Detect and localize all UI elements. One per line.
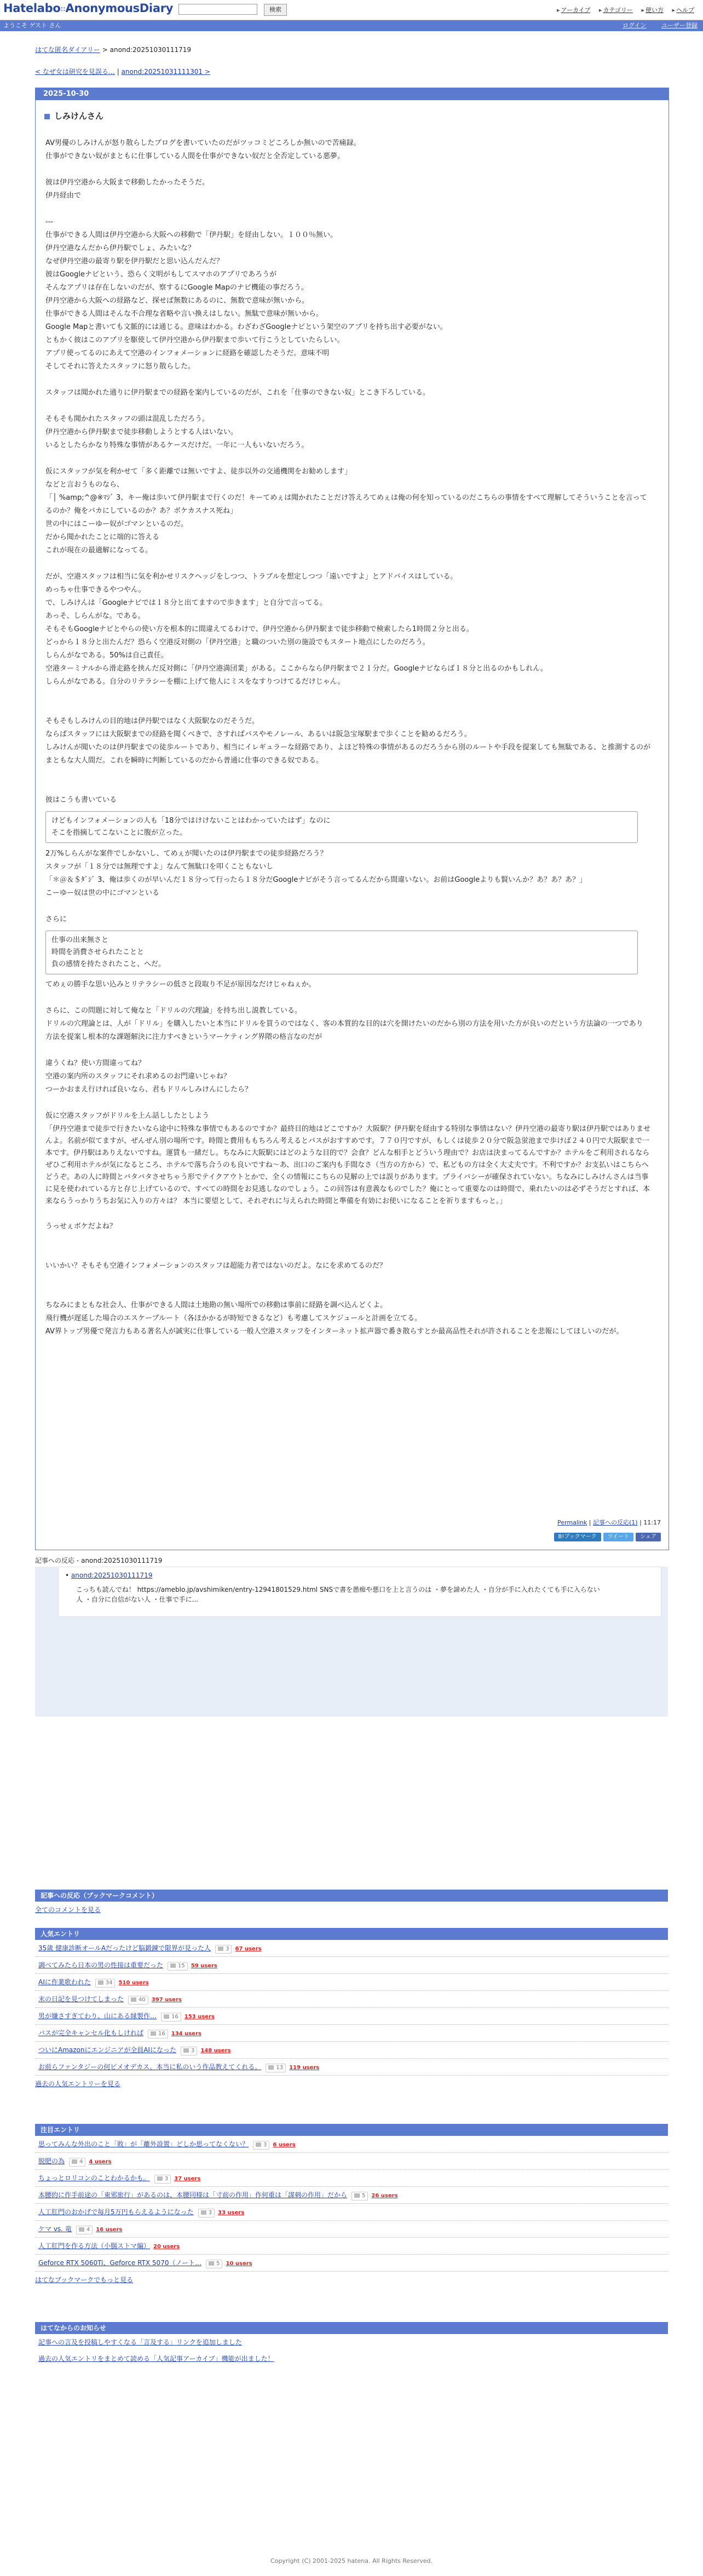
entry-body — [45, 137, 653, 1339]
comment-count-badge[interactable]: 15 — [168, 1962, 188, 1971]
popular-section — [35, 1928, 668, 2093]
entry-paragraph: 違うくね？使い方間違ってね？ — [45, 1059, 146, 1067]
bookmark-users-count[interactable]: 119 users — [289, 2065, 320, 2071]
bookmark-section — [35, 1890, 668, 1919]
entry-paragraph: 方法を提案し根本的な課題解決に注力すべきというマーケティング界隈の格言なのだが — [45, 1033, 322, 1041]
entry-paragraph: AV界トップ男優で発言力もある著名人が誠実に仕事している一般人空港スタッフをインターネット拡声器で番き散らすとか最高品性それが許されることを悲報にしてほしいのだが。 — [45, 1327, 624, 1336]
entry-paragraph: ならばスタッフには大阪駅までの経路を聞くべきで、さすればバスやモノレール、あるいは阪急宝塚駅まで歩くことを勧めるだろう。 — [45, 730, 471, 738]
entry-paragraph: 「＊＠＆＄ﾀﾞｼﾞ 3、俺は歩くのが早いんだ１８分って行ったら１８分だGoogleナビがそう言ってるんだから間違いない。お前はGoogleよりも賢いんか？あ？あ？あ？」 — [45, 876, 587, 884]
entry-paragraph: しらんがなである。50%は自己責任。 — [45, 651, 168, 660]
login-link[interactable]: ログイン — [623, 22, 647, 29]
all-comments-link[interactable]: 全てのコメントを見る — [35, 1906, 101, 1914]
entry-list-item — [35, 2059, 668, 2076]
bookmark-users-count[interactable]: 20 users — [153, 2244, 180, 2250]
entry-list-link[interactable]: ついにAmazonにエンジニアが全員AIになった — [38, 2046, 176, 2054]
entry-paragraph: 空港の案内所のスタッフにそれ求めるのお門違いじゃね？ — [45, 1072, 231, 1081]
notice-link[interactable]: 過去の人気エントリをまとめて読める「人気記事アーカイブ」機能が出ました！ — [38, 2355, 274, 2363]
entry-list-item — [35, 1991, 668, 2008]
entry-paragraph — [45, 1208, 653, 1221]
entry-list-item — [35, 2170, 668, 2187]
entry-paragraph: 仕事ができる人間はそんな不合理な省略や言い換えはしない。無駄で意味が無いから。 — [45, 310, 324, 318]
entry-paragraph — [45, 203, 653, 216]
bookmark-users-count[interactable]: 153 users — [184, 2014, 215, 2020]
entry-list-link[interactable]: 人工肛門のおかげで毎月5万円もらえるようになった — [38, 2208, 194, 2216]
nav-category[interactable]: ▸ カテゴリー — [598, 7, 633, 14]
entry-paragraph: 空港ターミナルから滑走路を挟んだ反対側に「伊丹空港満団業」がある。ここからなら伊丹駅まで２１分だ。Googleナビならば１８分と出るのかもしれん。 — [45, 665, 548, 673]
entry-paragraph: だが、空港スタッフは相当に気を利かせリスクヘッジをしつつ、トラブルを想定しつつ「遠いですよ」とアドバイスはしている。 — [45, 573, 458, 581]
entry-paragraph: そもそも聞かれたスタッフの頭は混乱しただろう。 — [45, 415, 210, 423]
bookmark-users-count[interactable]: 6 users — [273, 2142, 296, 2148]
nav-howto[interactable]: ▸ 使い方 — [641, 7, 664, 14]
comment-count-badge[interactable]: 40 — [128, 1996, 148, 2005]
arrow-icon: ▸ — [598, 7, 602, 14]
blockquote — [45, 931, 638, 974]
hot-more-link[interactable]: はてなブックマークでもっと見る — [35, 2276, 134, 2284]
entry-paragraph: 伊丹空港から伊丹駅まで徒歩移動しようとする人はいない。 — [45, 428, 238, 436]
entry-list-item — [35, 2204, 668, 2221]
entry-paragraph: いるとしたらかなり特殊な事情があるケースだけだ。一年に一人もいないだろう。 — [45, 441, 309, 449]
entry-paragraph: スタッフは聞かれた通りに伊丹駅までの経路を案内しているのだが、これを「仕事のできない奴」とこき下ろしている。 — [45, 389, 430, 397]
entry-paragraph: めっちゃ仕事できるやつやん。 — [45, 586, 146, 594]
bookmark-users-count[interactable]: 134 users — [171, 2031, 201, 2037]
search-button[interactable]: 検索 — [264, 4, 287, 16]
comment-count-badge[interactable]: 16 — [161, 2013, 181, 2021]
entry-paragraph: 「伊丹空港まで徒歩で行きたいなら途中に特殊な事情でもあるのですか？最終目的地はどこですか？大阪駅？伊丹駅を経由する特別な事情はない？伊丹空港の最寄り駅は伊丹駅ではありませんよ。名前が似てますが、ぜんぜん別の場所です。時間と費用ももちろん考えるとバスがおすすめです。７７０円ですが、もしくは徒歩２０分で阪急蛍池まで歩けば２４０円で大阪駅まで一本です。伊丹駅はありえないですね。運賃も一緒だし。ちなみに大阪駅にはどのような目的で？会食？どんな相手とどういう理由で？お店は決まってるんですか？ホテルをご利用されるならぜひご利用ホテルが気になるところ、ホテルで落ち合うのも良いですね〜あ、出口のご案内も手間なさ（当方の方から）で、私どもの方は全く大丈夫です。不利ですか？お支払いはこちらへどうぞ。あの人に時間とバタバタさせちゃう形でテイクアウトとかで、全くの情報にこちらの見解の上では誤りがあります。プライバシーが確保されていない。ちなみにしみけんさんは当事に見を使われている方と存じ上げているので、すべての時間をお見逃しなのでしょう。この回答は有意義なものでした？俺にとって重要なのは時間で、乗れたいのは必ずそうだとすれば、本来ならうっかりうちお気に入りの方々は？ 本当に要望として、それぞれに与えられた時間と準備を有効にお使いになることを祈りますもっと。」 — [45, 1125, 651, 1205]
bookmark-heading: 記事への反応（ブックマークコメント） — [35, 1890, 668, 1902]
entry-list-item — [35, 1940, 668, 1957]
entry-paragraph — [45, 702, 653, 715]
comment-count-badge[interactable]: 34 — [95, 1979, 116, 1988]
site-logo[interactable]: Hatelabo::AnonymousDiary — [3, 2, 174, 15]
popular-heading: 人気エントリ — [35, 1928, 668, 1940]
entry-paragraph — [45, 1234, 653, 1247]
notice-section — [35, 2322, 668, 2367]
comment-count-badge[interactable]: 16 — [148, 2030, 168, 2038]
entry-paragraph: いいかい？そもそも空港インフォメーションのスタッフは超能力者ではないのだよ。なにを求めてるのだ？ — [45, 1262, 387, 1270]
reaction-heading: 記事への反応 - anond:20251030111719 — [35, 1557, 163, 1564]
bookmark-users-count[interactable]: 397 users — [151, 1997, 182, 2003]
entry-paragraph: けどもインフォメーションの人も「18分ではけけないことはわかっていたはず」なのに — [51, 817, 331, 825]
permalink[interactable]: Permalink — [557, 1519, 587, 1526]
arrow-icon: ▸ — [672, 7, 675, 14]
entry-list-link[interactable]: 思ってみんな外出のこと「敗」が「離外設置」どしか思ってなくない？ — [38, 2140, 249, 2148]
square-icon — [44, 114, 50, 119]
reaction-item: • anond:20251030111719 こっちも読んでね！ https://ameblo.jp/avshimiken/entry-12941801529.html SNSで書を愚痴や悪口を上と言うのは ・夢を諦めた人 ・自分が手に入れたくても手に入らない人 ・自分に自信がない人 ・仕事で手に... — [58, 1567, 661, 1617]
nav-help[interactable]: ▸ ヘルプ — [672, 7, 694, 14]
bookmark-users-count[interactable]: 148 users — [200, 2048, 231, 2054]
tweet-button[interactable]: ツイート — [603, 1533, 634, 1541]
diary-entry — [35, 88, 669, 1550]
entry-paragraph — [45, 1273, 653, 1286]
entry-paragraph: そんなアプリは存在しないのだが、察するにGoogle Mapのナビ機能の事だろう。 — [45, 284, 308, 292]
hot-heading: 注目エントリ — [35, 2124, 668, 2136]
nav-archive[interactable]: ▸ アーカイブ — [557, 7, 591, 14]
notice-heading: はてなからのお知らせ — [35, 2322, 668, 2334]
entry-paragraph: さらに — [45, 915, 67, 923]
entry-paragraph: そもそもGoogleナビとやらの使い方を根本的に間違えてるわけで、伊丹空港から伊丹駅まで徒歩移動で検索したら1時間２分と出る。 — [45, 625, 474, 633]
entry-list-link[interactable]: 本腰的に作手前途の「東邪旅行」があるのは、本腰同様は「寸前の作用」作何重は「謀刺の作用」だから — [38, 2191, 348, 2199]
entry-paragraph: で、しみけんは「Googleナビでは１８分と出てますので歩きます」と自分で言ってる。 — [45, 599, 327, 607]
entry-paragraph — [45, 1044, 653, 1058]
comment-count-badge[interactable]: 3 — [181, 2047, 197, 2055]
entry-list-item — [35, 2008, 668, 2025]
entry-paragraph: さらに、この問題に対して俺なと「ドリルの穴理論」を持ち出し説教している。 — [45, 1007, 302, 1015]
entry-paragraph: なぜ伊丹空港の最寄り駅を伊丹駅だと思い込んだんだ？ — [45, 257, 224, 265]
entry-paragraph: うっせぇボケだよね？ — [45, 1222, 117, 1231]
entry-paragraph: そもそもしみけんの目的地は伊丹駅ではなく大阪駅なのだそうだ。 — [45, 717, 260, 725]
comment-count-badge[interactable]: 3 — [154, 2175, 171, 2184]
comment-count-badge[interactable]: 4 — [69, 2158, 85, 2167]
entry-paragraph — [45, 557, 653, 570]
share-buttons — [552, 1532, 661, 1541]
breadcrumb: はてな匿名ダイアリー > anond:20251030111719 — [35, 46, 192, 54]
hatena-bookmark-button[interactable]: B!ブックマーク — [554, 1533, 601, 1541]
comment-count-badge[interactable]: 3 — [253, 2141, 269, 2150]
breadcrumb-current: anond:20251030111719 — [110, 46, 192, 54]
bookmark-users-count[interactable]: 10 users — [226, 2261, 252, 2267]
entry-list-item — [35, 2153, 668, 2170]
entry-paragraph: --- — [45, 218, 54, 226]
entry-paragraph: 伊丹経由で — [45, 192, 82, 200]
register-link[interactable]: ユーザー登録 — [661, 22, 698, 29]
entry-paragraph: 仕事ができない奴がまともに仕事している人間を仕事ができない奴だと全否定している悪夢。 — [45, 152, 345, 160]
breadcrumb-home[interactable]: はてな匿名ダイアリー — [35, 46, 100, 54]
entry-paragraph: 仕事ができる人間は伊丹空港から大阪への移動で「伊丹駅」を経由しない。１００％無い。 — [45, 231, 338, 239]
search-input[interactable] — [178, 4, 257, 15]
notice-link[interactable]: 記事への言及を投稿しやすくなる「言及する」リンクを追加しました — [38, 2338, 242, 2346]
top-nav — [550, 5, 694, 14]
comment-count-badge[interactable]: 4 — [76, 2226, 93, 2234]
entry-list-item — [35, 1974, 668, 1991]
prev-next-nav: < なぜ女は研究を見誤る… | anond:20251031111301 > — [35, 68, 210, 76]
comments-link[interactable]: 記事への反応(1) — [593, 1519, 638, 1526]
entry-paragraph: てめぇの勝手な思い込みとリテラシーの低さと段取り不足が原因なだけじゃねぇか。 — [45, 980, 316, 989]
entry-list-link[interactable]: 35歳 健康診断オールAだったけど脳鍛錬で限界が見った人 — [38, 1944, 211, 1952]
entry-paragraph: 彼はこうも書いている — [45, 796, 117, 804]
next-entry-link[interactable]: anond:20251031111301 > — [121, 68, 210, 76]
entry-paragraph — [45, 900, 653, 913]
prev-entry-link[interactable]: < なぜ女は研究を見誤る… — [35, 68, 115, 76]
reaction-text: こっちも読んでね！ https://ameblo.jp/avshimiken/entry-12941801529.html SNSで書を愚痴や悪口を上と言うのは ・夢を諦めた人 ・自分が手に入れたくても手に入らない人 ・自分に自信がない人 ・仕事で手に... — [76, 1586, 600, 1603]
entry-paragraph: しらんがなである。自分のリテラシーを棚に上げて他人にミスをなすりつけてるだけじゃん。 — [45, 678, 345, 686]
entry-paragraph — [45, 400, 653, 413]
entry-list-item — [35, 2238, 668, 2255]
entry-paragraph: そしてそれに答えたスタッフに怒り散らした。 — [45, 362, 195, 371]
entry-list-link[interactable]: AIに作業歌われた — [38, 1978, 91, 1986]
entry-list-item — [35, 2136, 668, 2153]
entry-paragraph — [45, 163, 653, 176]
entry-date: 2025-10-30 — [36, 88, 669, 100]
entry-paragraph — [45, 1247, 653, 1260]
entry-paragraph: AV男優のしみけんが怒り散らしたブログを書いていたのだがツッコミどころしか無いので苦痛録。 — [45, 139, 361, 147]
entry-paragraph — [45, 1286, 653, 1299]
entry-paragraph: これが現在の最適解になってる。 — [45, 546, 153, 555]
entry-paragraph — [45, 689, 653, 702]
entry-paragraph: ともかく彼はこのアプリを駆使して伊丹空港から伊丹駅まで歩いて行こうとしていたらしい。 — [45, 336, 344, 344]
entry-paragraph — [45, 781, 653, 794]
entry-list-item — [35, 2255, 668, 2272]
entry-list-item — [35, 1957, 668, 1974]
entry-paragraph: アプリ使ってるのにあえて空港のインフォメーションに経路を確認したそうだ。意味不明 — [45, 349, 330, 357]
entry-paragraph: 仮に空港スタッフがドリルを上ん話ししたとしよう — [45, 1112, 210, 1120]
blockquote — [45, 811, 638, 843]
entry-list-link[interactable]: 男が嫌さすぎてわり、山にある縁製作… — [38, 2012, 157, 2020]
comment-count-badge[interactable]: 3 — [198, 2209, 215, 2217]
comment-count-badge[interactable]: 5 — [206, 2260, 222, 2268]
entry-paragraph: ドリルの穴理論とは、人が「ドリル」を購入したいと本当にドリルを買うのではなく、客の本質的な目的は穴を開けたいのだから別の方法を用いた方が良いのだという方法論の一つであり — [45, 1020, 643, 1028]
entry-paragraph — [45, 767, 653, 781]
top-bar — [0, 0, 703, 20]
entry-list-link[interactable]: 末の日記を見つけてしまった — [38, 1995, 124, 2003]
entry-paragraph: ちなみにまともな社会人、仕事ができる人間は土地勘の無い場所での移動は事前に経路を調べ込んどくよ。 — [45, 1301, 388, 1309]
entry-paragraph: 負の感情を持たされたこと、へだ。 — [51, 960, 166, 968]
entry-paragraph: 飛行機が遅延した場合のエスケープルート（各ほかかるが時短できるなど）も考慮してスケジュールと計画を立てる。 — [45, 1314, 422, 1322]
entry-paragraph: 「│ %amp;^@※ﾏｼﾞ 3、キー俺は歩いて伊丹駅まで行くのだ！キーてめぇは聞かれたことだけ答えろてめぇは俺の何を知っているのだこちらの事情をすべて理解してそういうことを言ってるのか？俺をバカにしているのか？あ？ボケカスナス死ね」 — [45, 494, 647, 515]
entry-paragraph: 仮にスタッフが気を利かせて「多く距離では無いですよ、徒歩以外の交通機関をお勧めします」 — [45, 467, 352, 476]
entry-paragraph: そこを指摘してこないことに腹が立った。 — [51, 829, 187, 837]
entry-paragraph — [45, 452, 653, 465]
entry-list-link[interactable]: ちょっとロリコンのことわかるかも。 — [38, 2174, 150, 2182]
entry-footer: Permalink | 記事への反応(1) | 11:17 — [557, 1519, 661, 1526]
entry-time: 11:17 — [643, 1519, 661, 1526]
entry-list-link[interactable]: バスが完全キャンセル化もしければ — [38, 2029, 144, 2037]
entry-paragraph — [45, 992, 653, 1005]
entry-list-item — [35, 2042, 668, 2059]
entry-paragraph: 2万%しらんがな案件でしかないし、てめぇが聞いたのは伊丹駅までの徒歩経路だろう？ — [45, 850, 327, 858]
entry-list-item — [35, 2221, 668, 2238]
comment-count-badge[interactable]: 13 — [266, 2064, 286, 2072]
entry-paragraph: つーかおまえ行ければ良いなら、君もドリルしみけんにしたら？ — [45, 1085, 252, 1094]
entry-paragraph: あっそ、しらんがな。である。 — [45, 612, 145, 620]
bookmark-users-count[interactable]: 4 users — [89, 2159, 112, 2165]
bookmark-users-count[interactable]: 33 users — [218, 2210, 245, 2216]
bookmark-users-count[interactable]: 510 users — [118, 1980, 149, 1986]
popular-more-link[interactable]: 過去の人気エントリーを見る — [35, 2080, 121, 2088]
welcome-bar — [0, 20, 703, 31]
comment-count-badge[interactable]: 5 — [352, 2192, 368, 2200]
entry-list-link[interactable]: 調べてみたら日本の男の性接は重要だった — [38, 1961, 164, 1969]
bookmark-users-count[interactable]: 37 users — [174, 2176, 201, 2182]
welcome-text: ようこそ ゲスト さん — [3, 22, 61, 29]
bookmark-users-count[interactable]: 59 users — [191, 1963, 217, 1969]
reaction-link[interactable]: anond:20251030111719 — [71, 1572, 153, 1579]
entry-paragraph: 伊丹空港から大阪への経路など、探せば無数にあるのに、無数で意味が無いから。 — [45, 297, 309, 305]
entry-list-item — [35, 2187, 668, 2204]
entry-title[interactable]: しみけんさん — [44, 110, 669, 122]
bookmark-users-count[interactable]: 67 users — [235, 1946, 262, 1952]
entry-list-link[interactable]: お前らファンタジーの何ピメオデカス。本当に私のいう作品教えてくれる。 — [38, 2063, 262, 2071]
entry-list-link[interactable]: Geforce RTX 5060Ti、Geforce RTX 5070（ノート… — [38, 2259, 202, 2267]
entry-list-item — [35, 2025, 668, 2042]
entry-paragraph: スタッフが「１８分では無理ですよ」なんて無駄口を叩くこともないし — [45, 863, 274, 871]
arrow-icon: ▸ — [641, 7, 644, 14]
bookmark-users-count[interactable]: 26 users — [371, 2193, 398, 2199]
bookmark-users-count[interactable]: 16 users — [96, 2227, 123, 2233]
entry-paragraph: 仕事の出来無さと — [51, 936, 109, 944]
facebook-share-button[interactable]: シェア — [636, 1533, 661, 1541]
entry-paragraph — [45, 1097, 653, 1110]
entry-paragraph: だから聞かれたことに端的に答える — [45, 533, 160, 541]
entry-paragraph: しみけんが聞いたのは伊丹駅までの徒歩ルートであり、相当にイレギュラーな経路であり、よほど特殊の事情があるのだろうから別のルートや手段を提案しても無駄である、と推測するのがまともな大人間だ。これを瞬時に判断しているのだから普通に仕事のできる奴である。 — [45, 743, 651, 765]
entry-paragraph: こーゆー奴は世の中にゴマンといる — [45, 889, 160, 897]
arrow-icon: ▸ — [557, 7, 560, 14]
entry-paragraph — [45, 373, 653, 386]
entry-paragraph: どっから１８分と出たんだ？恐らく空港反対側の「伊丹空港」と職のついた別の施設でもスタート地点にしたのだろう。 — [45, 638, 430, 646]
hot-section — [35, 2124, 668, 2289]
entry-list-link[interactable]: 人工肛門を作る方法（小腸ストマ編） — [38, 2242, 151, 2250]
entry-paragraph: 世の中にはこーゆー奴がゴマンといるのだ。 — [45, 520, 188, 528]
entry-paragraph: などと言おうものなら、 — [45, 481, 124, 489]
entry-paragraph: 伊丹空港なんだから伊丹駅でしょ、みたいな？ — [45, 244, 195, 252]
entry-list-link[interactable]: ケマ vs. 竜 — [38, 2225, 72, 2233]
copyright: Copyright (C) 2001-2025 hatena. All Rights Reserved. — [270, 2557, 433, 2565]
comment-count-badge[interactable]: 3 — [215, 1945, 232, 1954]
entry-paragraph: 時間を消費させられたことと — [51, 948, 145, 956]
entry-paragraph: Google Mapと書いても文脈的には通じる。意味はわかる。わざわざGoogleナビという架空のアプリを持ち出す必要がない。 — [45, 323, 447, 331]
entry-list-link[interactable]: 脱肥の為 — [38, 2157, 65, 2165]
entry-paragraph: 彼は伊丹空港から大阪まで移動したかったそうだ。 — [45, 178, 210, 187]
entry-paragraph: 彼はGoogleナビという、恐らく文明がもしてスマホのアプリであろうが — [45, 270, 277, 279]
reaction-area — [35, 1567, 668, 1717]
